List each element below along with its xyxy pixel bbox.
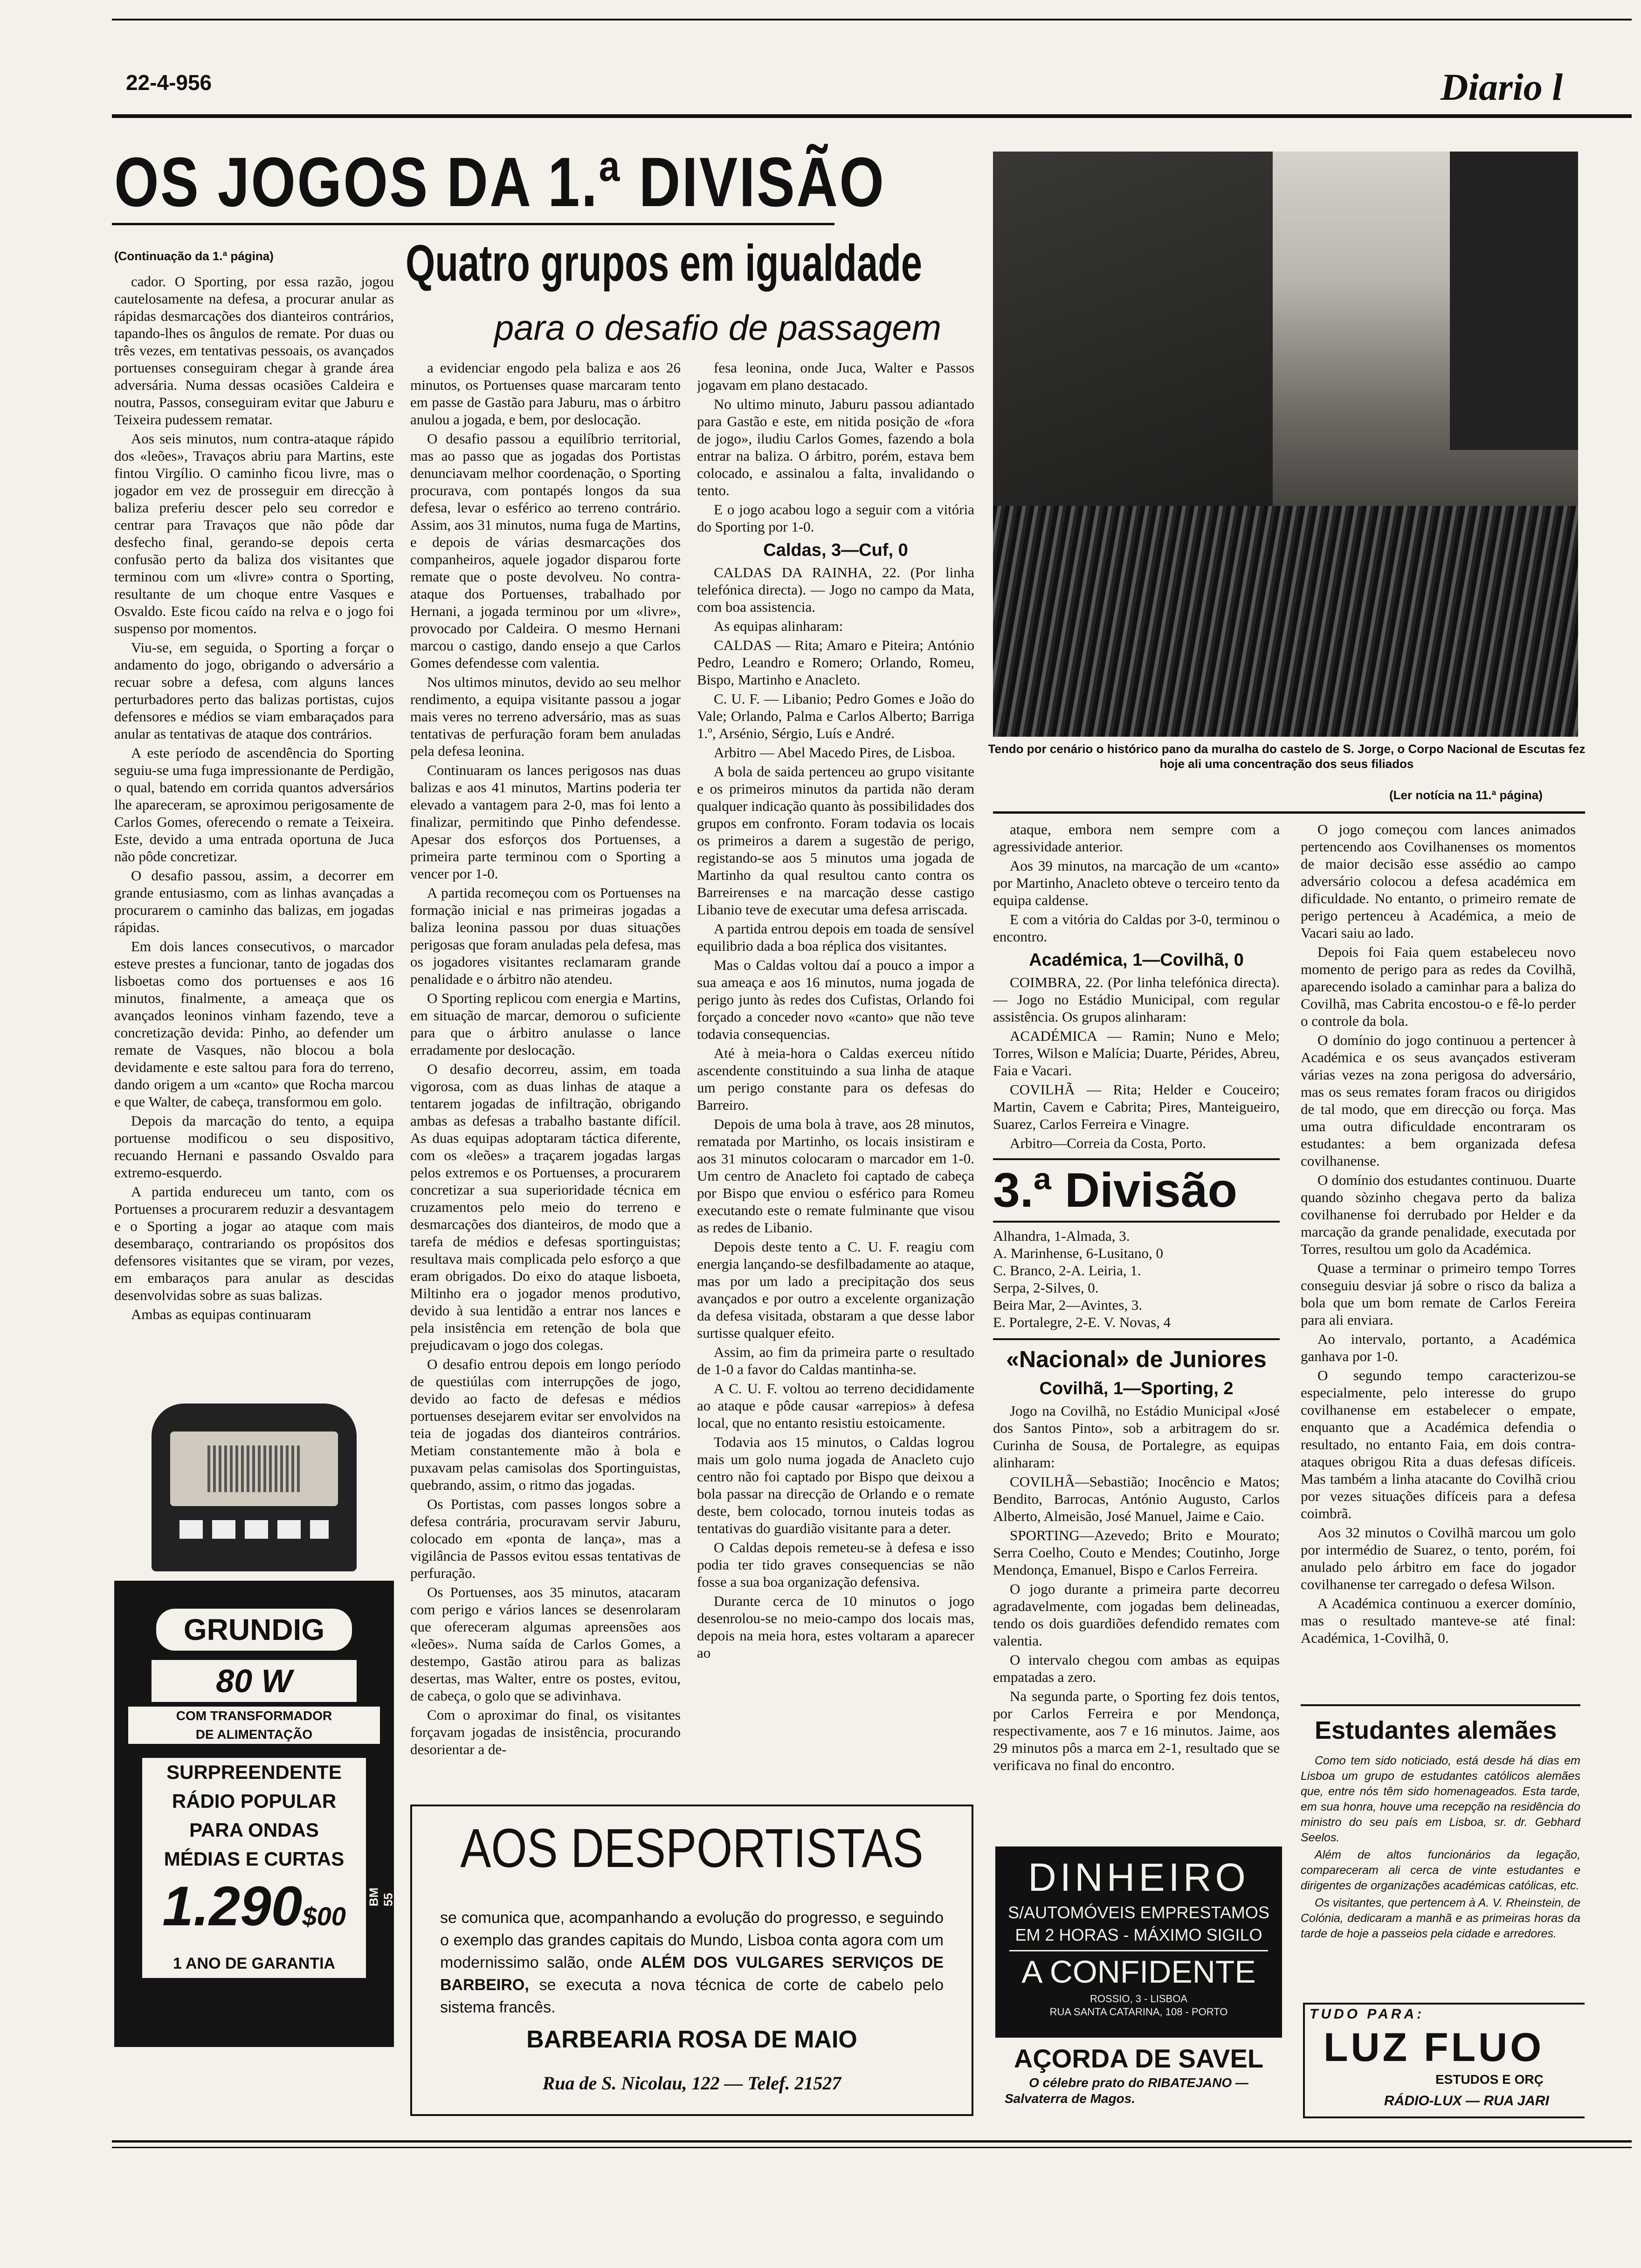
bottom-rule — [112, 2140, 1632, 2143]
dinheiro-ad — [995, 1846, 1282, 2038]
masthead-date: 22-4-956 — [126, 70, 212, 95]
col5-para: Ao intervalo, portanto, a Académica ganhava por 1-0. — [1301, 1331, 1576, 1364]
column-2 — [410, 359, 681, 1777]
col3-para: fesa leonina, onde Juca, Walter e Passos jogavam em plano destacado. — [697, 360, 974, 393]
terceira-result: Beira Mar, 2—Avintes, 3. — [993, 1297, 1143, 1313]
grundig-l4: RÁDIO POPULAR — [172, 1790, 337, 1812]
photo-caption: Tendo por cenário o histórico pano da muralha do castelo de S. Jorge, o Corpo Nacional de Escutas fez hoje ali uma concentração dos seus filiados — [988, 742, 1586, 771]
caldas-heading: Caldas, 3—Cuf, 0 — [763, 540, 908, 560]
col3-caldas-para: A bola de saida pertenceu ao grupo visitante e os primeiros minutos da partida não deram qualquer indicação quanto às possibilidades dos grupos em confronto. Foram todavia os locais os primeiros a darem a sugestão de perigo, registando-se aos 5 minutos uma jogada de Martinho da qual resultou canto contra os Barreirenses e na marcação desse castigo Libanio teve de executar uma defesa arriscada. — [697, 763, 974, 918]
bottom-rule-2 — [112, 2147, 1632, 2148]
col4-juniores-para: O jogo durante a primeira parte decorreu agradavelmente, com jogadas bem delineadas, tendo os dois guardiões defendido remates com valentia. — [993, 1581, 1280, 1649]
juniores-subheading: Covilhã, 1—Sporting, 2 — [1039, 1379, 1234, 1398]
col2-para: O desafio passou a equilíbrio territorial, mas ao passo que as jogadas dos Portistas denunciavam melhor coordenação, o Sporting procurava, com pontapés longos da sua defesa, levar o esférico ao terreno contrário. Assim, aos 31 minutos, numa fuga de Martins, e depois de várias desmarcações dos companheiros, aquele jogador disparou forte remate que o poste devolveu. No contra-ataque dos Portuenses, trabalhado por Hernani, a jogada terminou por um «livre», provocado por Caldeira. O mesmo Hernani marcou o castigo, dando ensejo a que Carlos Gomes defendesse com valentia. — [410, 430, 681, 671]
desportistas-body-bold: ALÉM DOS VULGARES SERVIÇOS DE BARBEIRO, — [440, 1954, 944, 1994]
desportistas-ad — [410, 1805, 973, 2116]
col1-para: Em dois lances consecutivos, o marcador esteve prestes a funcionar, tanto de jogadas dos lisboetas como dos portuenses e aos 16 minutos, finalmente, a ameaça que os avançados leoninos vinham fazendo, teve a concretização devida: Pinho, ao defender um remate de Vasques, não blocou a bola devidamente e este saltou para fora do terreno, dando origem a um «canto» que Rocha marcou e que Walter, de cabeça, transformou em golo. — [114, 938, 394, 1110]
col5-para: O jogo começou com lances animados pertencendo aos Covilhanenses os momentos de maior decisão esse assédio ao campo adversário colocou a defesa académica em dificuldade. No entanto, o primeiro remate de perigo pertenceu à Académica, a meio de Vacari saiu ao lado. — [1301, 821, 1576, 941]
col1-para: Aos seis minutos, num contra-ataque rápido dos «leões», Travaços abriu para Martins, este fintou Virgílio. O caminho ficou livre, mas o jogador em vez de prosseguir em direcção à baliza preferiu descer pelo seu corredor e centrar para Travaços que não pôde dar desfecho final, gerando-se depois certa confusão perto da baliza dos visitantes que terminou com um «livre» contra o Sporting, resultante de um choque entre Vasques e Osvaldo. Este ficou caído na relva e o jogo foi suspenso por momentos. — [114, 430, 394, 636]
col4-juniores-para: O intervalo chegou com ambas as equipas empatadas a zero. — [993, 1652, 1280, 1685]
col2-para: Os Portuenses, aos 35 minutos, atacaram com perigo e vários lances se desenrolaram que ofereceram algumas apreensões aos «leões». Numa saída de Carlos Gomes, a destempo, Gastão atirou para as balizas desertas, mas Walter, entre os postes, evitou, de cabeça, o golo que se adivinhava. — [410, 1584, 681, 1704]
col5-para: Aos 32 minutos o Covilhã marcou um golo por intermédio de Suarez, o tento, porém, foi anulado pelo árbitro em face do jogador covilhanense ter carregado o defesa Wilson. — [1301, 1524, 1576, 1592]
col2-para: O desafio decorreu, assim, em toada vigorosa, com as duas linhas de ataque a tentarem jogadas de infiltração, obrigando ambas as defesas a trabalho bastante difícil. As duas equipas adoptaram táctica diferente, com os «leões» a traçarem jogadas largas pelos extremos e os Portuenses, a procurarem concretizar a sua superioridade técnica em cruzamentos pelo meio do terreno e desmarcações dos dianteiros, de modo que a tarefa de médios e defesas sportinguistas; resultava mais complicada pelo esforço a que eram obrigados. Do eixo do ataque lisboeta, Miltinho era o jogador menos produtivo, devido à sua lentidão a entrar nos lances e pela insistência em retenção de bola que prejudicavam o jogo dos colegas. — [410, 1061, 681, 1353]
terceira-result: Serpa, 2-Silves, 0. — [993, 1279, 1099, 1296]
luzfluo-ad — [1303, 2003, 1585, 2118]
grundig-l6: MÉDIAS E CURTAS — [164, 1848, 345, 1870]
dinheiro-line1: S/AUTOMÓVEIS EMPRESTAMOS — [1008, 1903, 1269, 1922]
col3-para: No ultimo minuto, Jaburu passou adiantado para Gastão e este, em nitida posição de «fora de jogo», iludiu Carlos Gomes, fazendo a bola entrar na baliza. O árbitro, porém, estava bem colocado, e assinalou a falta, invalidando o tento. — [697, 396, 974, 498]
headline-underline — [112, 223, 834, 225]
savel-line1: O célebre prato do RIBATEJANO — — [1029, 2075, 1248, 2090]
col2-para: Continuaram os lances perigosos nas duas balizas e aos 41 minutos, Martins poderia ter elevado a vantagem para 2-0, mas foi lento a finalizar, permitindo que Pinho defendesse. Apesar dos esforços dos Portuenses, a primeira parte terminou com o Sporting a vencer por 1-0. — [410, 762, 681, 882]
col4-para: E com a vitória do Caldas por 3-0, terminou o encontro. — [993, 911, 1280, 945]
desportistas-address: Rua de S. Nicolau, 122 — Telef. 21527 — [542, 2073, 841, 2094]
estudantes-para: Os visitantes, que pertencem à A. V. Rheinstein, de Colónia, dedicaram a manhã e as primeiras horas da tarde de hoje a passeios pela cidade e arredores. — [1301, 1896, 1580, 1940]
grundig-ad — [114, 1385, 394, 2047]
col5-para: O domínio do jogo continuou a pertencer à Académica e os seus avançados estiveram várias vezes na zona perigosa do adversário, mas os seus remates foram fracos ou dirigidos de tal modo, que em direcção ou força. Mas uma outra dificuldade encontraram os estudantes: a bem organizada defesa covilhanense. — [1301, 1032, 1576, 1169]
column-5 — [1301, 821, 1576, 1688]
col3-caldas-para: Depois deste tento a C. U. F. reagiu com energia lançando-se desfilbadamente ao ataque, mas por um lado a precipitação dos seus avançados e por outro a excelente organização da defesa visitada, obstaram a que desse labor surtisse qualquer efeito. — [697, 1238, 974, 1341]
grundig-price-cents: $00 — [302, 1902, 346, 1931]
col5-para: O domínio dos estudantes continuou. Duarte quando sòzinho chegava perto da baliza covilhanense foi derrubado por Helder e da marcação da grande penalidade, executada por Torres, resultou um golo da Académica. — [1301, 1172, 1576, 1257]
col4-juniores-para: COVILHÃ—Sebastião; Inocêncio e Matos; Bendito, Barrocas, António Augusto, Carlos Alberto, Almeisão, José Manuel, Jaime e Caio. — [993, 1473, 1280, 1524]
luzfluo-title: LUZ FLUO — [1324, 2025, 1544, 2070]
col1-para: Ambas as equipas continuaram — [131, 1306, 311, 1322]
col5-para: A Académica continuou a exercer domínio, mas o resultado manteve-se até final: Académica, 1-Covilhã, 0. — [1301, 1595, 1576, 1646]
dinheiro-line2: EM 2 HORAS - MÁXIMO SIGILO — [1015, 1925, 1262, 1944]
col2-para: O desafio entrou depois em longo período de questiúlas com interrupções de jogo, devido ao facto de defesas e médios portuenses desejarem evitar ser envolvidos na teia de jogadas dos dianteiros contrários. Metiam constantemente mão à bola e puxavam pelas camisolas dos Sportinguistas, quebrando, assim, o ritmo das jogadas. — [410, 1356, 681, 1493]
col1-para: A este período de ascendência do Sporting seguiu-se uma fuga impressionante de Perdigão, o qual, batendo em corrida quantos adversários lhe apareceram, se aproximou perigosamente de Carlos Gomes, oferecendo o remate a Teixeira. Este, devido a uma entrada oportuna de Juca não pôde concretizar. — [114, 745, 394, 864]
subheadline-italic: para o desafio de passagem — [494, 308, 942, 348]
estudantes-para: Como tem sido noticiado, está desde há dias em Lisboa um grupo de estudantes católicos alemães que, entre nós têm sido homenageados. Esta tarde, em sua honra, houve uma recepção na residência do ministro do seu país em Lisboa, sr. dr. Gebhard Seelos. — [1301, 1754, 1580, 1844]
dinheiro-addr2: RUA SANTA CATARINA, 108 - PORTO — [1049, 2006, 1228, 2018]
juniores-heading: «Nacional» de Juniores — [993, 1338, 1280, 1374]
col1-para: A partida endureceu um tanto, com os Portuenses a procurarem reduzir a desvantagem e o Sporting a jogar ao ataque com mais desembaraço, contrariando os propósitos dos defensores visitantes que se viram, por vezes, em embaraços para anular as descidas desenvolvidas sobre as suas balizas. — [114, 1183, 394, 1303]
luzfluo-line1: ESTUDOS E ORÇ — [1435, 2072, 1544, 2087]
col4-academica-para: COIMBRA, 22. (Por linha telefónica directa). — Jogo no Estádio Municipal, com regular assistência. Os grupos alinharam: — [993, 974, 1280, 1025]
terceira-heading: 3.ª Divisão — [993, 1158, 1280, 1223]
dinheiro-company: A CONFIDENTE — [1009, 1950, 1268, 1992]
col3-caldas-para: CALDAS — Rita; Amaro e Piteira; António Pedro, Leandro e Romero; Orlando, Romeu, Bispo, Martinho e Anacleto. — [697, 637, 974, 688]
grundig-l5: PARA ONDAS — [189, 1819, 319, 1841]
terceira-result: E. Portalegre, 2-E. V. Novas, 4 — [993, 1314, 1171, 1330]
grundig-price-main: 1.290 — [162, 1875, 303, 1937]
col3-para: E o jogo acabou logo a seguir com a vitória do Sporting por 1-0. — [697, 501, 974, 535]
desportistas-body-pre: se comunica que, acompanhando a evolução do progresso, e seguindo o exemplo das grandes capitais do Mundo, Lisboa conta agora com um modernissimo salão, onde — [440, 1909, 944, 1971]
col3-caldas-para: C. U. F. — Libanio; Pedro Gomes e João do Vale; Orlando, Palma e Carlos Alberto; Barriga 1.º, Arsénio, Sérgio, Luís e André. — [697, 691, 974, 741]
col4-academica-para: Arbitro—Correia da Costa, Porto. — [1010, 1135, 1207, 1151]
grundig-l3: SURPREENDENTE — [166, 1761, 342, 1783]
grundig-power: 80 W — [152, 1660, 357, 1702]
photo-wall — [993, 152, 1273, 506]
photo-caption-ref: (Ler notícia na 11.ª página) — [1389, 788, 1543, 802]
estudantes-rule — [1301, 1704, 1580, 1706]
grundig-copy — [142, 1758, 366, 1978]
col4-para: ataque, embora nem sempre com a agressividade anterior. — [993, 821, 1280, 855]
radio-speaker — [207, 1445, 301, 1492]
photo-tower — [1450, 152, 1578, 450]
col3-caldas-para: O Caldas depois remeteu-se à defesa e isso podia ter tido graves consequencias se não fosse a sua boa organização defensiva. — [697, 1539, 974, 1590]
col3-caldas-para: Assim, ao fim da primeira parte o resultado de 1-0 a favor do Caldas mantinha-se. — [697, 1344, 974, 1377]
col4-juniores-para: SPORTING—Azevedo; Brito e Mourato; Serra Coelho, Couto e Mendes; Coutinho, Jorge Mendonça, Emanuel, Bispo e Carlos Ferreira. — [993, 1527, 1280, 1578]
grundig-warranty: 1 ANO DE GARANTIA — [172, 1955, 336, 1972]
continuation-note: (Continuação da 1.ª página) — [114, 249, 274, 263]
col3-caldas-para: Arbitro — Abel Macedo Pires, de Lisboa. — [714, 744, 956, 761]
desportistas-title: AOS DESPORTISTAS — [460, 1818, 924, 1879]
top-rule — [112, 19, 1632, 21]
subheadline-main: Quatro grupos em igualdade — [406, 235, 923, 292]
col2-para: Os Portistas, com passes longos sobre a defesa contrária, procuravam servir Jaburu, colocado em «ponta de lança», mas a vigilância de Passos evitou essas tentativas de perfuração. — [410, 1496, 681, 1581]
luzfluo-top: TUDO PARA: — [1310, 2006, 1425, 2022]
col1-para: O desafio passou, assim, a decorrer em grande entusiasmo, com as linhas avançadas a procurarem o caminho das balizas, em jogadas rápidas. — [114, 867, 394, 935]
grundig-line1: COM TRANSFORMADOR — [128, 1707, 380, 1725]
desportistas-body-post: se executa a nova técnica de corte de cabelo pelo sistema francês. — [440, 1976, 944, 2016]
col3-caldas-para: A partida entrou depois em toada de sensível equilibrio dada a boa réplica dos visitantes. — [697, 920, 974, 954]
col3-caldas-para: Mas o Caldas voltou daí a pouco a impor a sua ameaça e aos 16 minutos, numa jogada de perigo junto às redes dos Cufistas, Orlando foi forçado a conceder novo «canto» que não teve todavia consequencias. — [697, 957, 974, 1042]
desportistas-shop: BARBEARIA ROSA DE MAIO — [526, 2026, 857, 2053]
photo-crowd — [993, 506, 1578, 737]
col4-para: Aos 39 minutos, na marcação de um «canto» por Martinho, Anacleto obteve o terceiro tento da equipa caldense. — [993, 857, 1280, 908]
terceira-result: Alhandra, 1-Almada, 3. — [993, 1228, 1130, 1244]
col3-caldas-para: As equipas alinharam: — [714, 618, 843, 634]
grundig-code: BM 55 — [366, 1888, 395, 1907]
academica-heading: Académica, 1—Covilhã, 0 — [1029, 950, 1244, 970]
estudantes-heading: Estudantes alemães — [1315, 1716, 1557, 1744]
dinheiro-addr1: ROSSIO, 3 - LISBOA — [1089, 1993, 1188, 2005]
col5-para: Quase a terminar o primeiro tempo Torres conseguiu desviar já sobre o risco da baliza a bola que um bom remate de Carlos Fereira para ali enviara. — [1301, 1260, 1576, 1328]
grundig-price — [142, 1874, 366, 1949]
dinheiro-title: DINHEIRO — [1028, 1855, 1249, 1899]
col4-juniores-para: Jogo na Covilhã, no Estádio Municipal «José dos Santos Pinto», sob a arbitragem do sr. Curinha de Sousa, de Portalegre, as equipas alinharam: — [993, 1403, 1280, 1471]
col3-caldas-para: Durante cerca de 10 minutos o jogo desenrolou-se no meio-campo dos locais mas, depois na meia hora, estes voltaram a aparecer ao — [697, 1593, 974, 1661]
col2-para: O Sporting replicou com energia e Martins, em situação de marcar, demorou o suficiente para que o árbitro anulasse o lance erradamente por deslocação. — [410, 990, 681, 1058]
estudantes-body — [1301, 1753, 1580, 1986]
column-1 — [114, 273, 394, 1355]
col3-caldas-para: Depois de uma bola à trave, aos 28 minutos, rematada por Martinho, os locais insistiram e aos 31 minutos colocaram o marcador em 1-0. Um centro de Anacleto foi captado de cabeça por Bispo que enviou o esférico para Romeu executando este o remate fulminante que visou as redes de Libanio. — [697, 1116, 974, 1236]
col4-academica-para: COVILHÃ — Rita; Helder e Couceiro; Martin, Cavem e Cabrita; Pires, Manteigueiro, Suarez, Carlos Ferreira e Vinagre. — [993, 1081, 1280, 1132]
photo-rule — [993, 811, 1585, 814]
masthead-rule — [112, 114, 1632, 118]
col3-caldas-para: Todavia aos 15 minutos, o Caldas logrou mais um golo numa jogada de Anacleto cujo centro não foi captado por Bispo que deixou a bola passar na direcção de Orlando e o remate deste, bem colocado, tornou inuteis todas as tentativas do guardião visitante para a deter. — [697, 1434, 974, 1536]
col2-para: a evidenciar engodo pela baliza e aos 26 minutos, os Portuenses quase marcaram tento em passe de Gastão para Jaburu, mas o árbitro anulou a jogada, e bem, por deslocação. — [410, 360, 681, 428]
grundig-brand: GRUNDIG — [156, 1609, 352, 1651]
terceira-result: C. Branco, 2-A. Leiria, 1. — [993, 1262, 1141, 1279]
col4-juniores-para: Na segunda parte, o Sporting fez dois tentos, por Carlos Ferreira e por Mendonça, respectivamente, aos 7 e 16 minutos. Jaime, aos 29 minutos pôs a marca em 2-1, resultado que se verificava no final do encontro. — [993, 1688, 1280, 1773]
savel-line2: Salvaterra de Magos. — [1005, 2091, 1136, 2106]
col3-caldas-para: CALDAS DA RAINHA, 22. (Por linha telefónica directa). — Jogo no campo da Mata, com boa assistencia. — [697, 564, 974, 615]
col1-para: Viu-se, em seguida, o Sporting a forçar o andamento do jogo, obrigando o adversário a recuar sobre a defesa, com alguns lances perturbadores perto das balizas portistas, cujos defensores e médios se viam embaraçados para anular as tentativas de ataque dos contrários. — [114, 639, 394, 742]
col1-para: cador. O Sporting, por essa razão, jogou cautelosamente na defesa, a procurar anular as rápidas desmarcações dos dianteiros contrários, tapando-lhes os ângulos de remate. Por duas ou três vezes, em tentativas pessoais, os avançados portuenses conseguiram chegar à grande área adversária. Numa dessas ocasiões Caldeira e noutra, Passos, conseguiram evitar que Jaburu e Teixeira pudessem rematar. — [114, 273, 394, 428]
col3-caldas-para: A C. U. F. voltou ao terreno decididamente ao ataque e pôde causar «arrepios» à defesa local, que no entanto resistiu estoicamente. — [697, 1380, 974, 1431]
estudantes-para: Além de altos funcionários da legação, compareceram ali cerca de vinte estudantes e dirigentes de organizações académicas católicas, etc. — [1301, 1848, 1580, 1892]
col5-para: Depois foi Faia quem estabeleceu novo momento de perigo para as redes da Covilhã, aparecendo isolado a caminhar para a baliza do Covilhã, mas Cabrita encostou-o e fê-lo perder o controle da bola. — [1301, 944, 1576, 1029]
terceira-result: A. Marinhense, 6-Lusitano, 0 — [993, 1245, 1164, 1261]
main-headline: OS JOGOS DA 1.ª DIVISÃO — [114, 143, 886, 221]
column-3 — [697, 359, 974, 1777]
desportistas-body — [440, 1907, 944, 2019]
savel-title: AÇORDA DE SAVEL — [1014, 2044, 1264, 2073]
col3-caldas-para: Até à meia-hora o Caldas exerceu nítido ascendente constituindo a sua linha de ataque um perigo constante para os defesas do Barreiro. — [697, 1045, 974, 1113]
grundig-line2: DE ALIMENTAÇÃO — [128, 1725, 380, 1744]
column-4 — [993, 821, 1280, 1809]
col4-academica-para: ACADÉMICA — Ramin; Nuno e Melo; Torres, Wilson e Malícia; Duarte, Pérides, Abreu, Faia e Vacari. — [993, 1028, 1280, 1079]
col2-para: A partida recomeçou com os Portuenses na formação inicial e nas primeiras jogadas a baliza leonina passou por duas situações perigosas que foram anuladas pela defesa, mas os jogadores visitantes reclamaram grande penalidade e o árbitro não atendeu. — [410, 885, 681, 987]
luzfluo-line2: RÁDIO-LUX — RUA JARI — [1384, 2093, 1549, 2109]
scouts-photo — [993, 152, 1578, 737]
col5-para: O segundo tempo caracterizou-se especialmente, pelo interesse do grupo covilhanense em estabelecer o empate, enquanto que a Académica defendia o resultado, no entanto Faia, em dois contra-ataques obrigou Rita a duas defesas difíceis. Mas também a linha atacante do Covilhã criou por vezes situações difíceis para a defesa coimbrã. — [1301, 1367, 1576, 1521]
radio-image — [152, 1404, 357, 1571]
radio-knobs — [179, 1520, 329, 1539]
col2-para: Com o aproximar do final, os visitantes forçavam jogadas de insistência, procurando desorientar a de- — [410, 1707, 681, 1757]
col1-para: Depois da marcação do tento, a equipa portuense modificou o seu dispositivo, recuando Hernani e passando Osvaldo para extremo-esquerdo. — [114, 1113, 394, 1181]
masthead-paper-name: Diario l — [1441, 66, 1563, 108]
savel-ad — [995, 2042, 1282, 2107]
col2-para: Nos ultimos minutos, devido ao seu melhor rendimento, a equipa visitante passou a jogar mais veres no terreno adversário, mas as suas tentativas de perfuração foram bem anuladas pela defesa leonina. — [410, 674, 681, 759]
